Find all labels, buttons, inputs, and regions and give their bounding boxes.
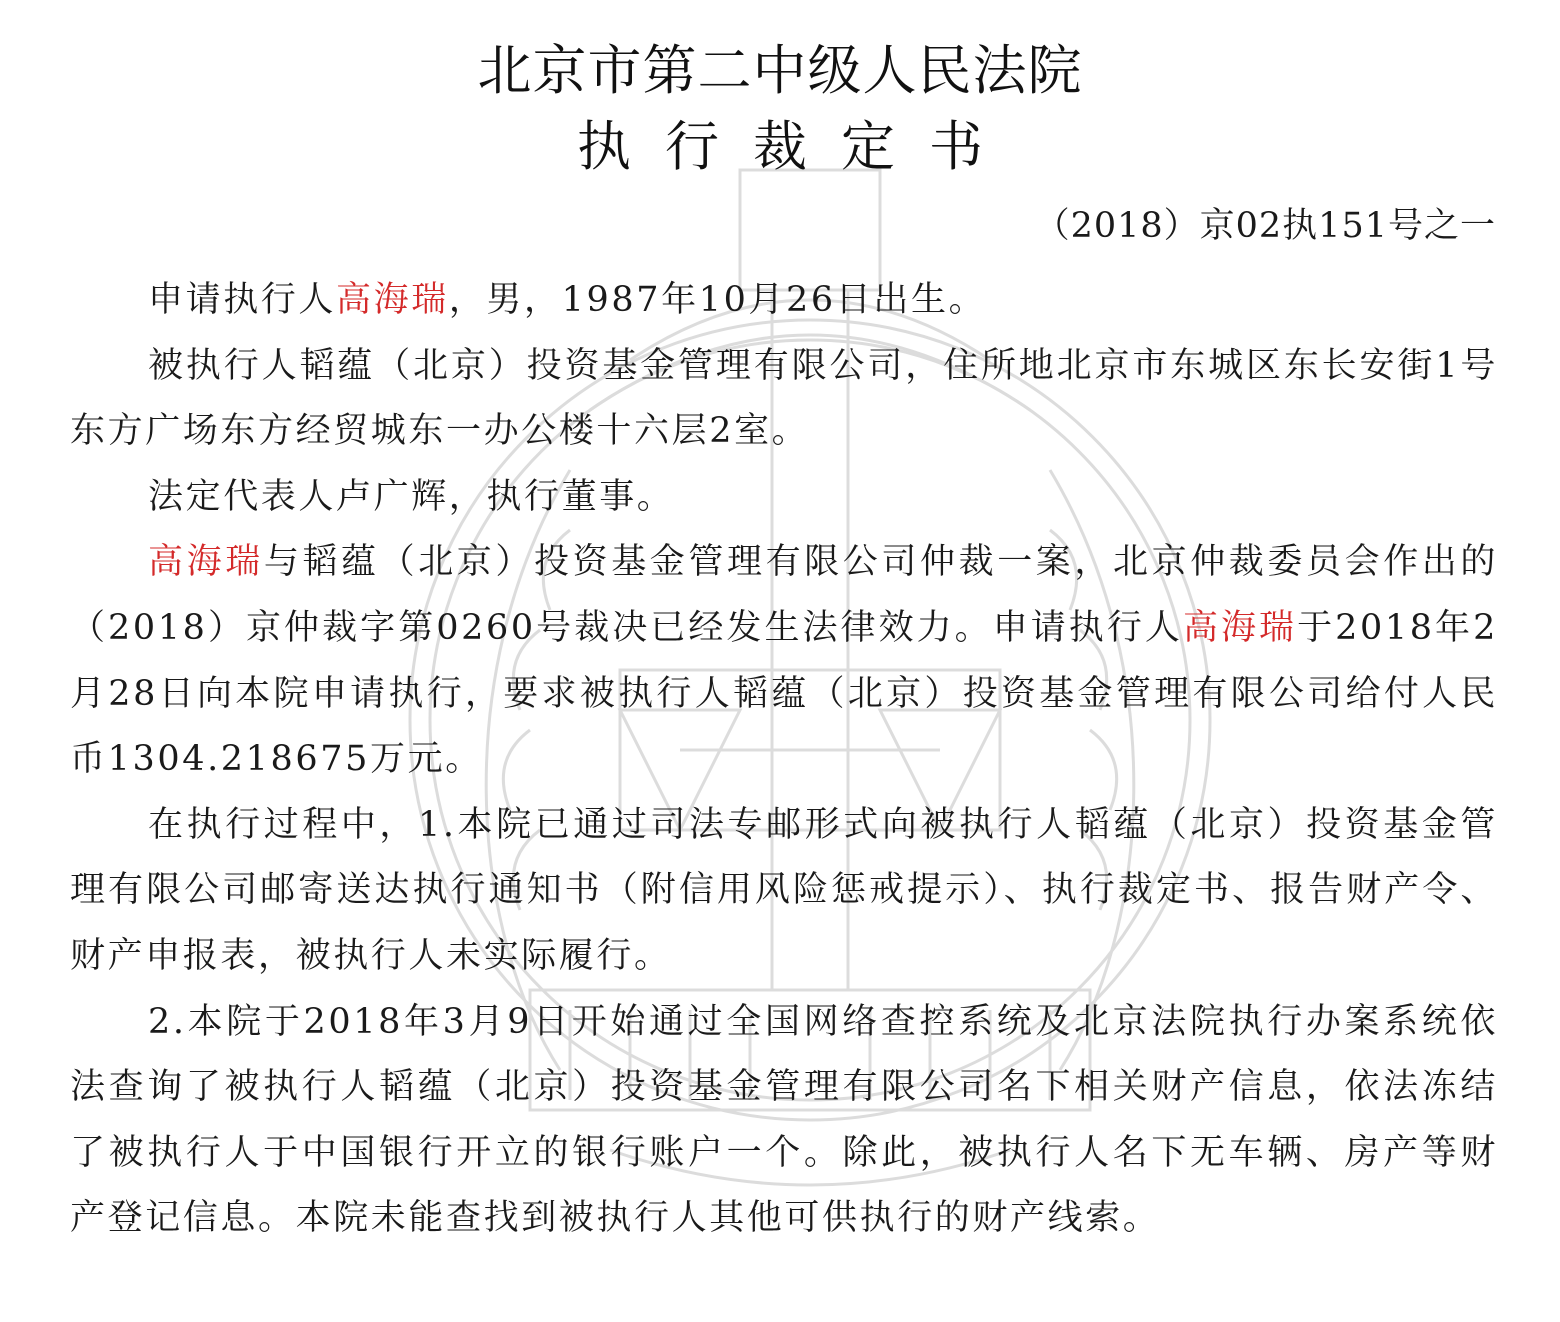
applicant-name: 高海瑞 [1182,607,1298,648]
paragraph-text: 申请执行人 [148,280,337,320]
document-body [70,268,1498,1252]
paragraph-legal-representative: 法定代表人卢广辉，执行董事。 [148,476,675,517]
applicant-name: 高海瑞 [336,280,449,320]
paragraph-applicant [70,268,1498,334]
paragraph-execution-process-2: 2.本院于2018年3月9日开始通过全国网络查控系统及北京法院执行办案系统依法查询了被执行人韬蕴（北京）投资基金管理有限公司名下相关财产信息，依法冻结了被执行人于中国银行开立的银行账户一个。除此，被执行人名下无车辆、房产等财产登记信息。本院未能查找到被执行人其他可供执行的财产线索。 [70,1001,1498,1239]
paragraph-text: 与韬蕴（北京）投资基金管理有限公司仲裁一案，北京仲裁委员会作出的（2018）京仲裁字第0260号裁决已经发生法律效力。申请执行人 [70,542,1499,648]
paragraph-respondent: 被执行人韬蕴（北京）投资基金管理有限公司，住所地北京市东城区东长安街1号东方广场东方经贸城东一办公楼十六层2室。 [70,345,1498,452]
paragraph-case-background [70,530,1498,792]
case-number: （2018）京02执151号之一 [1034,206,1496,246]
document-title: 执行裁定书 [577,115,1017,178]
paragraph-text: 于2018年2月28日向本院申请执行，要求被执行人韬蕴（北京）投资基金管理有限公司给付人民币1304.218675万元。 [70,607,1498,780]
paragraph-execution-process-1: 在执行过程中，1.本院已通过司法专邮形式向被执行人韬蕴（北京）投资基金管理有限公司邮寄送达执行通知书（附信用风险惩戒提示）、执行裁定书、报告财产令、财产申报表，被执行人未实际履行。 [70,804,1498,976]
court-name: 北京市第二中级人民法院 [477,39,1083,102]
applicant-name: 高海瑞 [148,542,264,583]
paragraph-text: ，男，1987年10月26日出生。 [448,280,987,320]
